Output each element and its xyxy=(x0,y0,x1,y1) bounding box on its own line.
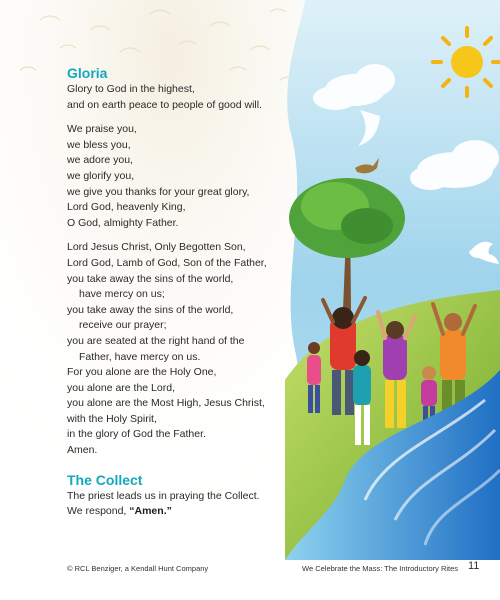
copyright-notice: © RCL Benziger, a Kendall Hunt Company xyxy=(67,564,209,573)
gloria-line: Father, have mercy on us. xyxy=(79,350,201,363)
gloria-line: we bless you, xyxy=(67,138,131,151)
book-title-footer: We Celebrate the Mass: The Introductory Rites xyxy=(302,564,459,573)
gloria-line: We praise you, xyxy=(67,123,137,136)
gloria-line: you take away the sins of the world, xyxy=(67,272,234,285)
gloria-line: receive our prayer; xyxy=(79,319,167,332)
gloria-line: you alone are the Lord, xyxy=(67,381,175,394)
prayer-text-column xyxy=(67,64,297,520)
gloria-line: Lord God, Lamb of God, Son of the Father, xyxy=(67,256,267,269)
gloria-line: we glorify you, xyxy=(67,169,135,182)
gloria-line: you take away the sins of the world, xyxy=(67,303,234,316)
gloria-line: Glory to God in the highest, xyxy=(67,83,195,95)
gloria-line: Lord God, heavenly King, xyxy=(67,201,186,214)
collect-response-prefix: We respond, xyxy=(67,505,130,518)
gloria-line: with the Holy Spirit, xyxy=(67,412,157,425)
collect-line: The priest leads us in praying the Collect. xyxy=(67,489,260,502)
gloria-line: we give you thanks for your great glory, xyxy=(67,185,250,198)
gloria-line: you are seated at the right hand of the xyxy=(67,334,245,347)
gloria-line: in the glory of God the Father. xyxy=(67,428,206,441)
collect-response-amen: “Amen.” xyxy=(129,505,172,518)
gloria-line: Lord Jesus Christ, Only Begotten Son, xyxy=(67,241,246,254)
gloria-line: For you alone are the Holy One, xyxy=(67,366,217,379)
gloria-line: and on earth peace to people of good will. xyxy=(67,98,262,111)
gloria-heading: Gloria xyxy=(67,65,108,81)
collect-response-line xyxy=(67,504,297,520)
gloria-line: have mercy on us; xyxy=(79,288,165,301)
gloria-line: we adore you, xyxy=(67,154,133,167)
celebration-illustration xyxy=(285,0,500,560)
collect-heading: The Collect xyxy=(67,471,143,488)
gloria-line: you alone are the Most High, Jesus Christ, xyxy=(67,397,265,410)
gloria-line: Amen. xyxy=(67,444,98,457)
gloria-line: O God, almighty Father. xyxy=(67,216,179,229)
page-number: 11 xyxy=(468,560,480,572)
